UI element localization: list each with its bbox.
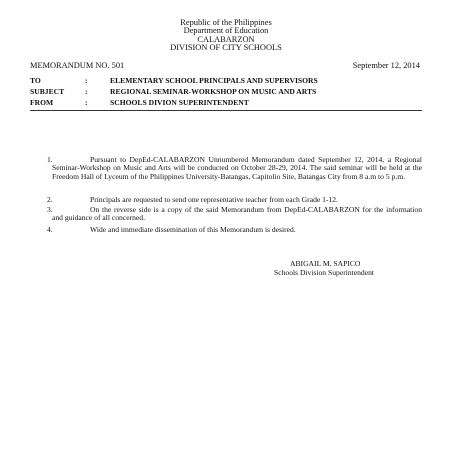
memo-date: September 12, 2014 xyxy=(352,61,420,70)
paragraph-number: 3. xyxy=(47,205,53,214)
paragraph-text: Wide and immediate dissemination of this Memorandum is desired. xyxy=(90,225,296,234)
letterhead-division: DIVISION OF CITY SCHOOLS xyxy=(170,43,282,53)
signature-block xyxy=(274,259,374,277)
signatory-name: ABIGAIL M. SAPICO xyxy=(290,259,361,268)
paragraph-number: 1. xyxy=(47,155,53,164)
body-paragraph-2 xyxy=(30,196,422,204)
paragraph-text: Pursuant to DepEd-CALABARZON Unnumbered Memorandum dated September 12, 2014, a Regional Seminar-Workshop on Music and Arts will be conducted on October 28-29, 2014. The said seminar will be held at the Freedom Hall of Lyceum of the Philippines University-Batangas, Capitolio Site, Batangas City from 8 a.m to 5 p.m. xyxy=(52,155,422,181)
letterhead-country: Republic of the Philippines xyxy=(180,18,272,27)
address-label: FROM xyxy=(30,98,54,107)
address-value: REGIONAL SEMINAR-WORKSHOP ON MUSIC AND ARTS xyxy=(110,87,317,96)
address-colon: : xyxy=(85,87,88,96)
address-value: SCHOOLS DIVION SUPERINTENDENT xyxy=(110,98,249,107)
letterhead-department: Department of Education xyxy=(183,26,269,36)
signatory-title: Schools Division Superintendent xyxy=(274,268,374,277)
address-value: ELEMENTARY SCHOOL PRINCIPALS AND SUPERVISORS xyxy=(110,76,318,85)
letterhead xyxy=(0,19,452,53)
address-colon: : xyxy=(85,98,88,107)
paragraph-number: 2. xyxy=(47,195,53,204)
body-paragraph-3 xyxy=(30,206,422,223)
address-label: TO xyxy=(30,76,41,85)
memo-number: MEMORANDUM NO. 501 xyxy=(30,61,125,70)
body-paragraph-4 xyxy=(30,226,422,234)
address-colon: : xyxy=(85,76,88,85)
address-label: SUBJECT xyxy=(30,87,65,96)
letterhead-region: CALABARZON xyxy=(197,34,255,44)
paragraph-text: Principals are requested to send one representative teacher from each Grade 1-12. xyxy=(90,195,338,204)
paragraph-number: 4. xyxy=(47,225,53,234)
body-paragraph-1 xyxy=(30,156,422,181)
paragraph-text: On the reverse side is a copy of the said Memorandum from DepEd-CALABARZON for the information and guidance of all concerned. xyxy=(52,205,422,223)
header-divider xyxy=(30,110,422,111)
